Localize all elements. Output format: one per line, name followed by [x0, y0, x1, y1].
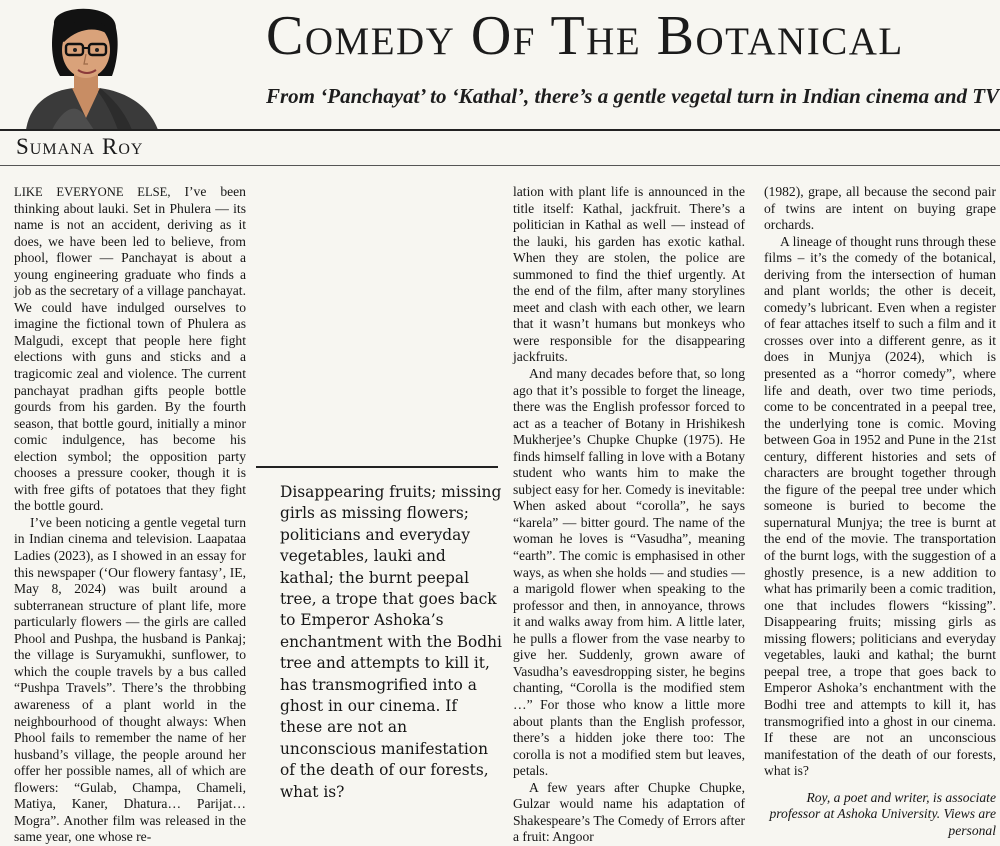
column-1 — [14, 184, 246, 846]
paragraph: (1982), grape, all because the second pair of twins are intent on buying grape orchards. — [764, 184, 996, 233]
author-signoff: Roy, a poet and writer, is associate professor at Ashoka University. Views are personal — [769, 789, 996, 838]
deck-subheadline: From ‘Panchayat’ to ‘Kathal’, there’s a gentle vegetal turn in Indian cinema and TV — [266, 84, 1000, 108]
paragraph: lation with plant life is announced in the title itself: Kathal, jackfruit. There’s a politician in Kathal as well — instead of the lauki, his garden has exotic kathal. When they are stolen, the police are summoned to find the thief urgently. At the end of the film, after many storylines meet and clash with each other, we learn that it wasn’t humans but monkeys who were responsible for the disappearing jackfruits. — [513, 184, 745, 365]
author-portrait — [12, 6, 172, 130]
paragraph: A few years after Chupke Chupke, Gulzar would name his adaptation of Shakespeare’s The Comedy of Errors after a fruit: Angoor — [513, 779, 745, 845]
column-4 — [764, 184, 996, 839]
paragraph: A lineage of thought runs through these films – it’s the comedy of the botanical, deriving from the intersection of human and plant worlds; the other is deceit, comedy’s lubricant. Even when a register of fear attaches itself to such a film and it crosses over into a different genre, as it does in Munjya (2024), which is presented as a “horror comedy”, where life and death, over two time periods, come to be concentrated in a peepal tree, the underlying tone is comic. Moving between Goa in 1952 and Pune in the 21st century, different histories and sets of characters are brought together through the figure of the peepal tree under which someone is buried to become the supernatural Munjya; the tree is burnt at the end of the movie. The transportation of the burnt logs, with the suggestion of a ghostly presence, is a new addition to what has primarily been a comic tradition, one that includes flowers “kissing”. Disappearing fruits; missing girls as missing flowers; politicians and everyday vegetables, lauki and kathal; the burnt peepal tree, a trope that goes back to Emperor Ashoka’s enchantment with the Bodhi tree and attempts to kill it, has transmogrified into a ghost in our cinema. If these are not an unconscious manifestation of the death of our forests, what is? — [764, 233, 996, 779]
top-rule — [0, 129, 1000, 131]
pullquote-rule — [256, 466, 498, 468]
paragraph: I’ve been noticing a gentle vegetal turn in Indian cinema and television. Laapataa Ladies (2023), as I showed in an essay for this newspaper (‘Our flowery fantasy’, IE, May 8, 2024) was built around a subterranean structure of plant life, more particularly flowers — the girls are called Phool and Pushpa, the husband is Pankaj; the village is Suryamukhi, sunflower, to which the couple travels by a bus called “Pushpa Travels”. There’s the throbbing awareness of a plant world in the neighbourhood of thought always: When Phool fails to remember the name of her husband’s village, the people around her offer her possible names, all of which are flowers: “Gulab, Champa, Chameli, Matiya, Kaner, Dhatura… Parijat… Mogra”. Another film was released in the same year, one whose re- — [14, 514, 246, 845]
paragraph: And many decades before that, so long ago that it’s possible to forget the lineage, there was the English professor forced to act as a teacher of Botany in Hrishikesh Mukherjee’s Chupke Chupke (1975). He finds himself falling in love with a Botany student who wants him to make the subject easy for her. Comedy is inevitable: When asked about “corolla”, he says “karela” — bitter gourd. The name of the woman he loves is “Vasudha”, meaning “earth”. The comic is emphasised in other ways, as when she holds — and studies — a marigold flower when speaking to the professor and then, in annoyance, throws it and walks away from him. A little later, he pulls a flower from the vase nearby to give her. Suddenly, grown aware of Vasudha’s eavesdropping sister, he begins chanting, “Corolla is the modified stem …” For those who know a little more about plants than the English professor, there’s a hidden joke there too: The corolla is not a modified stem but leaves, petals. — [513, 366, 745, 779]
pullquote: Disappearing fruits; missing girls as missing flowers; politicians and everyday vegetables, lauki and kathal; the burnt peepal tree, a trope that goes back to Emperor Ashoka’s enchantment with the Bodhi tree and attempts to kill it, has transmogrified into a ghost in our cinema. If these are not an unconscious manifestation of the death of our forests, what is? — [280, 483, 502, 801]
headline: Comedy Of The Botanical — [266, 5, 904, 67]
paragraph — [14, 184, 246, 515]
byline-rule — [0, 165, 1000, 166]
lead-in: LIKE EVERYONE ELSE, — [14, 185, 171, 199]
byline: Sumana Roy — [16, 134, 144, 159]
col1-p1-text: I’ve been thinking about lauki. Set in Phulera — its name is not an accident, deriving as it does, we have been led to believe, from phool, flower — Panchayat is about a young engineering graduate who finds a job as the secretary of a village panchayat. We could have indulged ourselves to imagine the fictional town of Phulera as Malgudi, except that people here fight elections with guns and sticks and a tragicomic zeal and violence. The current panchayat pradhan gifts people bottle gourds from his garden. By the fourth season, that bottle gourd, initially a minor comic indulgence, has become his election symbol; the opposition party chooses a pressure cooker, though it is with free gifts of potatoes that they fight the bottle gourd. — [14, 184, 246, 514]
column-3 — [513, 184, 745, 846]
